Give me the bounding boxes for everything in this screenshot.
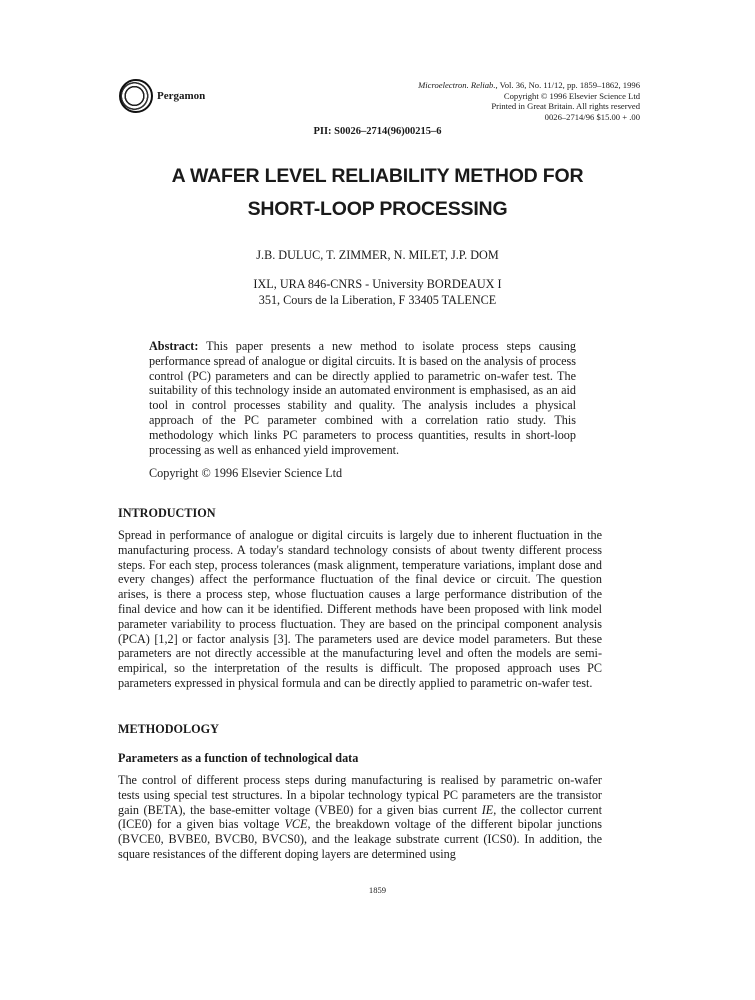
journal-name: Microelectron. Reliab., (418, 80, 498, 90)
pii-identifier: PII: S0026–2714(96)00215–6 (313, 126, 442, 137)
citation-block (418, 80, 640, 122)
subsection-heading-parameters: Parameters as a function of technological data (118, 751, 359, 765)
pergamon-logo-icon (119, 79, 153, 113)
volume-pages: Vol. 36, No. 11/12, pp. 1859–1862, 1996 (497, 80, 640, 90)
methodology-paragraph (118, 773, 602, 862)
affiliation-line-1: IXL, URA 846-CNRS - University BORDEAUX I (253, 277, 502, 291)
introduction-paragraph: Spread in performance of analogue or digital circuits is largely due to inherent fluctuation in the manufacturing process. A today's standard technology consists of about twenty different process steps. For each step, process tolerances (mask alignment, temperature variations, implant dose and every changes) affect the performance fluctuation of the final device or circuit. The question arises, is there a process step, whose fluctuation causes a large performance distribution of the final device and how can it be identified. Different methods have been proposed with link model parameter variability to process fluctuation. They are based on the principal component analysis (PCA) [1,2] or factor analysis [3]. The parameters used are device model parameters. But these parameters are not directly accessible at the manufacturing level and often the models are semi-empirical, so the interpretation of the results is difficult. The proposed approach uses PC parameters expressed in physical formula and can be directly applied to parametric on-wafer test. (118, 528, 602, 690)
section-heading-introduction: INTRODUCTION (118, 506, 216, 520)
methodology-text-a: The control of different process steps during manufacturing is realised by parametric on-wafer tests using special test structures. In a bipolar technology typical PC parameters are the transistor gain (BETA), the base-emitter voltage (VBE0) for a given bias current (118, 773, 602, 817)
authors: J.B. DULUC, T. ZIMMER, N. MILET, J.P. DOM (256, 248, 499, 262)
abstract-text: This paper presents a new method to isolate process steps causing performance spread of analogue or digital circuits. It is based on the analysis of process control (PC) parameters and can be directly applied to parametric on-wafer test. The suitability of this technology inside an automated environment is emphasised, as an aid tool in control processes stability and quality. The analysis includes a physical approach of the PC parameter combined with a correlation ratio study. This methodology which links PC parameters to process quantities, results in short-loop processing as well as enhanced yield improvement. (149, 339, 576, 457)
methodology-text-b: , the collector current (ICE0) for a given bias voltage (118, 802, 603, 832)
publisher-name: Pergamon (157, 90, 206, 102)
methodology-text-c: , the breakdown voltage of the different bipolar junctions (BVCE0, BVBE0, BVCB0, BVCS0), and the leakage substrate current (ICS0). In addition, the square resistances of the different doping layers are determined using (118, 817, 602, 861)
citation-journal-line (418, 80, 640, 91)
affiliation (0, 276, 755, 308)
symbol-ie: IE (481, 802, 494, 817)
abstract (149, 339, 576, 457)
abstract-copyright: Copyright © 1996 Elsevier Science Ltd (149, 466, 343, 480)
symbol-vce: VCE (284, 817, 308, 832)
paper-title (0, 160, 755, 226)
section-heading-methodology: METHODOLOGY (118, 722, 219, 736)
page-number: 1859 (368, 885, 387, 895)
affiliation-line-2: 351, Cours de la Liberation, F 33405 TALENCE (258, 293, 497, 307)
citation-copyright: Copyright © 1996 Elsevier Science Ltd (503, 90, 640, 101)
citation-printed: Printed in Great Britain. All rights reserved (491, 101, 640, 112)
title-line-1: A WAFER LEVEL RELIABILITY METHOD FOR (171, 165, 584, 187)
citation-issn: 0026–2714/96 $15.00 + .00 (544, 111, 640, 122)
title-line-2: SHORT-LOOP PROCESSING (247, 198, 508, 220)
abstract-label: Abstract: (149, 339, 199, 353)
